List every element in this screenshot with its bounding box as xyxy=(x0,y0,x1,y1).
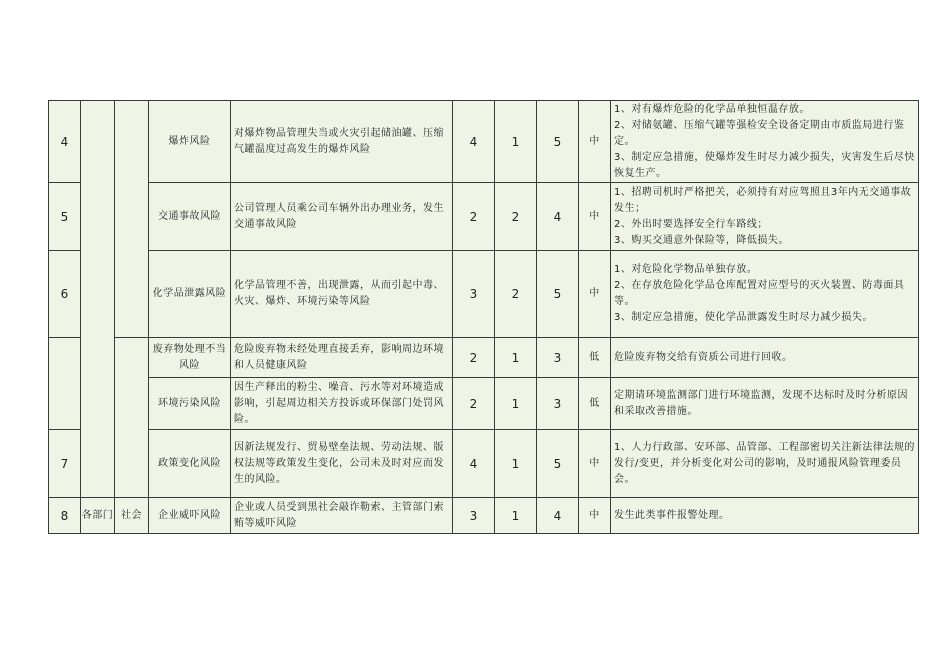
risk-level: 低 xyxy=(579,338,611,378)
source-cell: 社会 xyxy=(115,498,149,534)
control-measures: 1、对危险化学物品单独存放。 2、在存放危险化学品仓库配置对应型号的灭火装置、防毒面具等。 3、制定应急措施，使化学品泄露发生时尽力减少损失。 xyxy=(611,251,919,338)
score-b: 2 xyxy=(495,251,537,338)
score-b: 1 xyxy=(495,498,537,534)
table-row xyxy=(49,378,919,430)
control-measures: 发生此类事件报警处理。 xyxy=(611,498,919,534)
score-a: 4 xyxy=(453,101,495,183)
risk-level: 中 xyxy=(579,498,611,534)
score-total: 4 xyxy=(537,183,579,251)
score-b: 1 xyxy=(495,101,537,183)
risk-level: 中 xyxy=(579,183,611,251)
table-row xyxy=(49,498,919,534)
score-total: 4 xyxy=(537,498,579,534)
score-a: 2 xyxy=(453,378,495,430)
row-number: 4 xyxy=(49,101,81,183)
risk-name: 交通事故风险 xyxy=(149,183,231,251)
risk-description: 对爆炸物品管理失当或火灾引起储油罐、压缩气罐温度过高发生的爆炸风险 xyxy=(231,101,453,183)
risk-assessment-table xyxy=(48,100,919,534)
score-a: 2 xyxy=(453,183,495,251)
risk-description: 公司管理人员乘公司车辆外出办理业务，发生交通事故风险 xyxy=(231,183,453,251)
table-row xyxy=(49,430,919,498)
score-a: 4 xyxy=(453,430,495,498)
score-total: 3 xyxy=(537,338,579,378)
table-row xyxy=(49,338,919,378)
score-b: 1 xyxy=(495,338,537,378)
score-b: 1 xyxy=(495,430,537,498)
row-number: 6 xyxy=(49,251,81,338)
score-total: 5 xyxy=(537,101,579,183)
risk-name: 化学品泄露风险 xyxy=(149,251,231,338)
row-number: 5 xyxy=(49,183,81,251)
control-measures: 1、招聘司机时严格把关，必须持有对应驾照且3年内无交通事故发生； 2、外出时要选择安全行车路线； 3、购买交通意外保险等，降低损失。 xyxy=(611,183,919,251)
risk-level: 低 xyxy=(579,378,611,430)
control-measures: 1、对有爆炸危险的化学品单独恒温存放。 2、对储氨罐、压缩气罐等强检安全设备定期由市质监局进行鉴定。 3、制定应急措施，使爆炸发生时尽力减少损失，灾害发生后尽快恢复生产。 xyxy=(611,101,919,183)
risk-name: 环境污染风险 xyxy=(149,378,231,430)
row-number: 8 xyxy=(49,498,81,534)
table-row xyxy=(49,101,919,183)
risk-description: 因生产释出的粉尘、噪音、污水等对环境造成影响，引起周边相关方投诉或环保部门处罚风险。 xyxy=(231,378,453,430)
control-measures: 1、人力行政部、安环部、品管部、工程部密切关注新法律法规的发行/变更，并分析变化对公司的影响，及时通报风险管理委员会。 xyxy=(611,430,919,498)
risk-level: 中 xyxy=(579,101,611,183)
row-number xyxy=(49,338,81,430)
risk-table-container xyxy=(48,100,919,534)
risk-name: 企业威吓风险 xyxy=(149,498,231,534)
risk-description: 危险废弃物未经处理直接丢弃，影响周边环境和人员健康风险 xyxy=(231,338,453,378)
dept-cell: 各部门 xyxy=(81,498,115,534)
risk-level: 中 xyxy=(579,430,611,498)
score-a: 2 xyxy=(453,338,495,378)
risk-description: 因新法规发行、贸易壁垒法规、劳动法规、版权法规等政策发生变化，公司未及时对应而发生的风险。 xyxy=(231,430,453,498)
table-row xyxy=(49,251,919,338)
score-a: 3 xyxy=(453,498,495,534)
risk-name: 政策变化风险 xyxy=(149,430,231,498)
score-a: 3 xyxy=(453,251,495,338)
score-b: 1 xyxy=(495,378,537,430)
score-total: 5 xyxy=(537,430,579,498)
table-row xyxy=(49,183,919,251)
score-b: 2 xyxy=(495,183,537,251)
risk-name: 爆炸风险 xyxy=(149,101,231,183)
risk-description: 化学品管理不善，出现泄露，从而引起中毒、火灾、爆炸、环境污染等风险 xyxy=(231,251,453,338)
control-measures: 危险废弃物交给有资质公司进行回收。 xyxy=(611,338,919,378)
risk-name: 废弃物处理不当风险 xyxy=(149,338,231,378)
control-measures: 定期请环境监测部门进行环境监测，发现不达标时及时分析原因和采取改善措施。 xyxy=(611,378,919,430)
risk-level: 中 xyxy=(579,251,611,338)
row-number: 7 xyxy=(49,430,81,498)
score-total: 5 xyxy=(537,251,579,338)
source-cell xyxy=(115,338,149,498)
dept-cell xyxy=(81,101,115,498)
source-cell xyxy=(115,101,149,338)
risk-description: 企业或人员受到黑社会敲诈勒索、主管部门索贿等威吓风险 xyxy=(231,498,453,534)
score-total: 3 xyxy=(537,378,579,430)
